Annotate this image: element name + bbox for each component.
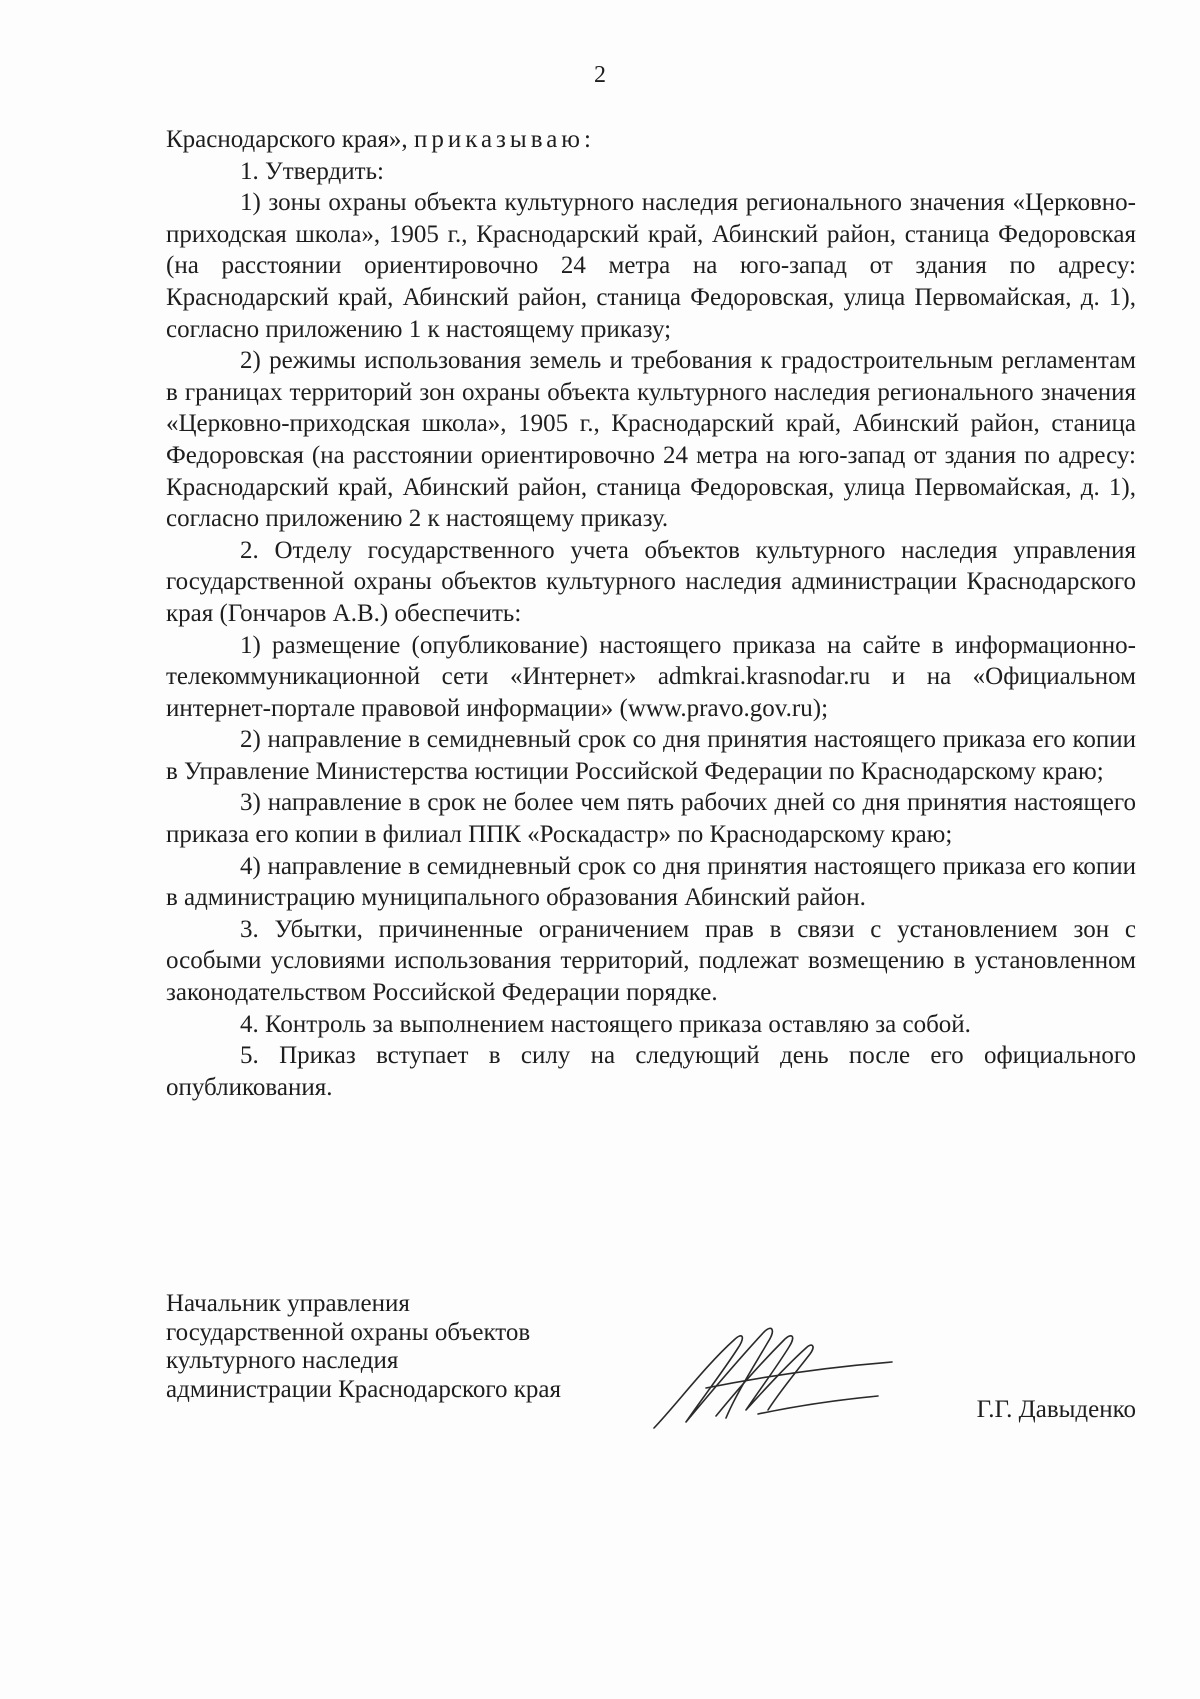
order-keyword: приказываю [413, 126, 584, 153]
signer-position-line: культурного наследия [166, 1347, 399, 1375]
paragraph-item-2-2: 2) направление в семидневный срок со дня принятия настоящего приказа его копии в Управление Министерства юстиции Российской Федерации по Краснодарскому краю; [166, 726, 1136, 785]
handwritten-signature [646, 1310, 896, 1435]
paragraph-item-1: 1. Утвердить: [240, 157, 384, 185]
intro-colon: : [583, 126, 591, 153]
paragraph-item-2: 2. Отделу государственного учета объектов культурного наследия управления государственной охраны объектов культурного наследия администрации Краснодарского края (Гончаров А.В.) обеспечить: [166, 536, 1136, 627]
paragraph-item-2-1: 1) размещение (опубликование) настоящего приказа на сайте в информационно-телекоммуникационной сети «Интернет» admkrai.krasnodar.ru и на «Официальном интернет-портале правовой информации» (www.pravo.gov.ru); [166, 631, 1136, 722]
signer-position-line: администрации Краснодарского края [166, 1375, 562, 1403]
order-body [166, 124, 1136, 1103]
signer-position [166, 1290, 646, 1404]
signer-name: Г.Г. Давыденко [976, 1396, 1136, 1423]
paragraph-item-1-1: 1) зоны охраны объекта культурного наследия регионального значения «Церковно-приходская школа», 1905 г., Краснодарский край, Абинский район, станица Федоровская (на расстоянии ориентировочно 24 метра на юго-запад от здания по адресу: Краснодарский край, Абинский район, станица Федоровская, улица Первомайская, д. 1), согласно приложению 1 к настоящему приказу; [166, 189, 1136, 343]
signature-block [166, 1290, 1136, 1450]
paragraph-item-1-2: 2) режимы использования земель и требования к градостроительным регламентам в границах территорий зон охраны объекта культурного наследия регионального значения «Церковно-приходская школа», 1905 г., Краснодарский край, Абинский район, станица Федоровская (на расстоянии ориентировочно 24 метра на юго-запад от здания по адресу: Краснодарский край, Абинский район, станица Федоровская, улица Первомайская, д. 1), согласно приложению 2 к настоящему приказу. [166, 347, 1136, 533]
signer-position-line: Начальник управления [166, 1290, 410, 1317]
paragraph-item-4: 4. Контроль за выполнением настоящего приказа оставляю за собой. [240, 1010, 971, 1038]
paragraph-item-2-3: 3) направление в срок не более чем пять рабочих дней со дня принятия настоящего приказа его копии в филиал ППК «Роскадастр» по Краснодарскому краю; [166, 789, 1136, 849]
paragraph-item-2-4: 4) направление в семидневный срок со дня принятия настоящего приказа его копии в администрацию муниципального образования Абинский район. [166, 852, 1136, 912]
signer-position-line: государственной охраны объектов [166, 1318, 531, 1346]
paragraph-item-3: 3. Убытки, причиненные ограничением прав в связи с установлением зон с особыми условиями использования территорий, подлежат возмещению в установленном законодательством Российской Федерации порядке. [166, 915, 1136, 1007]
intro-text: Краснодарского края», [166, 126, 414, 153]
paragraph-intro [166, 124, 1136, 156]
page-number: 2 [594, 62, 606, 88]
paragraph-item-5: 5. Приказ вступает в силу на следующий день после его официального опубликования. [166, 1042, 1136, 1101]
